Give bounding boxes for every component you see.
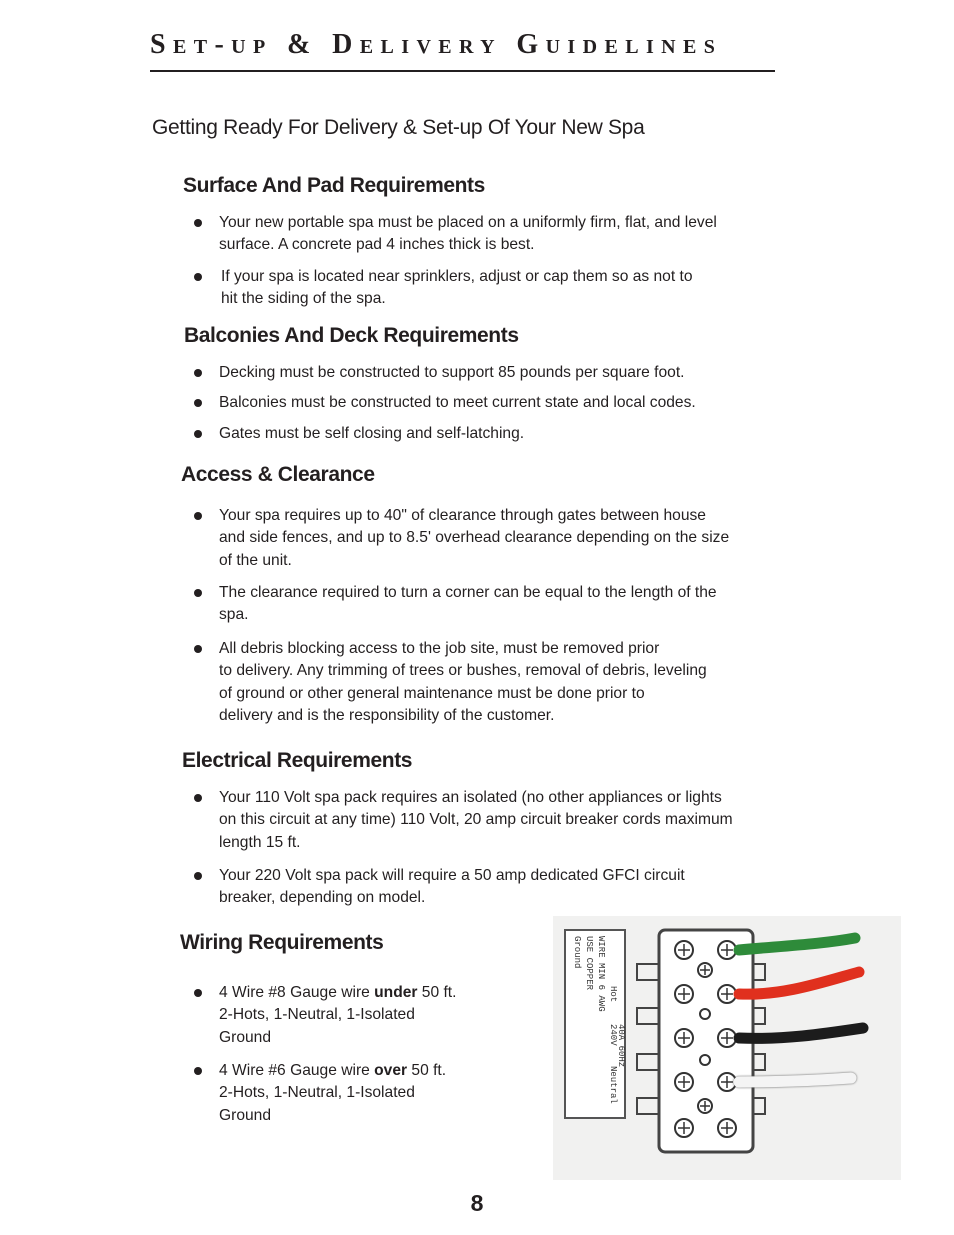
label-voltage: 240V [608, 1024, 618, 1046]
label-neutral: Neutral [608, 1066, 618, 1104]
list-item: 4 Wire #8 Gauge wire under 50 ft. 2-Hots, 1-Neutral, 1-Isolated Ground [194, 982, 456, 1049]
bullet-icon [194, 989, 202, 997]
bullet-icon [194, 1067, 202, 1075]
wiring-heading: Wiring Requirements [180, 931, 384, 954]
list-item: All debris blocking access to the job site, must be removed prior to delivery. Any trimming of trees or bushes, removal of debris, leveling of ground or other general maintenance must be done prior to delivery and is the responsibility of the customer. [194, 638, 707, 727]
bullet-icon [194, 369, 202, 377]
list-item: Gates must be self closing and self-latching. [194, 423, 524, 445]
bullet-icon [194, 589, 202, 597]
bullet-icon [194, 219, 202, 227]
bullet-icon [194, 399, 202, 407]
page-title: Set-up & Delivery Guidelines [150, 29, 723, 60]
list-item: Your spa requires up to 40" of clearance through gates between house and side fences, and up to 8.5' overhead clearance depending on the size of the unit. [194, 505, 729, 572]
surface-heading: Surface And Pad Requirements [183, 174, 485, 197]
terminal-block-figure [553, 916, 901, 1180]
page-header [150, 28, 775, 72]
bullet-icon [194, 430, 202, 438]
label-copper: USE COPPER [584, 936, 594, 991]
label-hot-1: Hot [608, 986, 618, 1003]
bullet-icon [194, 645, 202, 653]
balconies-heading: Balconies And Deck Requirements [184, 324, 519, 347]
bullet-icon [194, 273, 202, 281]
label-awg: WIRE MIN 6 AWG [596, 936, 606, 1012]
access-heading: Access & Clearance [181, 463, 375, 486]
electrical-heading: Electrical Requirements [182, 749, 413, 772]
list-item: If your spa is located near sprinklers, adjust or cap them so as not to hit the siding of the spa. [194, 266, 693, 311]
bullet-icon [194, 794, 202, 802]
bullet-icon [194, 872, 202, 880]
page-subtitle: Getting Ready For Delivery & Set-up Of Your New Spa [152, 116, 645, 139]
list-item: Your 220 Volt spa pack will require a 50 amp dedicated GFCI circuit breaker, depending on model. [194, 865, 685, 910]
list-item: 4 Wire #6 Gauge wire over 50 ft. 2-Hots, 1-Neutral, 1-Isolated Ground [194, 1060, 446, 1127]
white-wire [739, 1078, 851, 1082]
list-item: Your 110 Volt spa pack requires an isolated (no other appliances or lights on this circuit at any time) 110 Volt, 20 amp circuit breaker cords maximum length 15 ft. [194, 787, 733, 854]
list-item: The clearance required to turn a corner can be equal to the length of the spa. [194, 582, 717, 627]
list-item: Decking must be constructed to support 85 pounds per square foot. [194, 362, 685, 384]
list-item: Balconies must be constructed to meet current state and local codes. [194, 392, 696, 414]
label-ground: Ground [572, 936, 582, 969]
page-number: 8 [470, 1190, 484, 1216]
label-amps: 40A 60Hz [616, 1024, 626, 1068]
list-item: Your new portable spa must be placed on a uniformly firm, flat, and level surface. A concrete pad 4 inches thick is best. [194, 212, 717, 257]
bullet-icon [194, 512, 202, 520]
